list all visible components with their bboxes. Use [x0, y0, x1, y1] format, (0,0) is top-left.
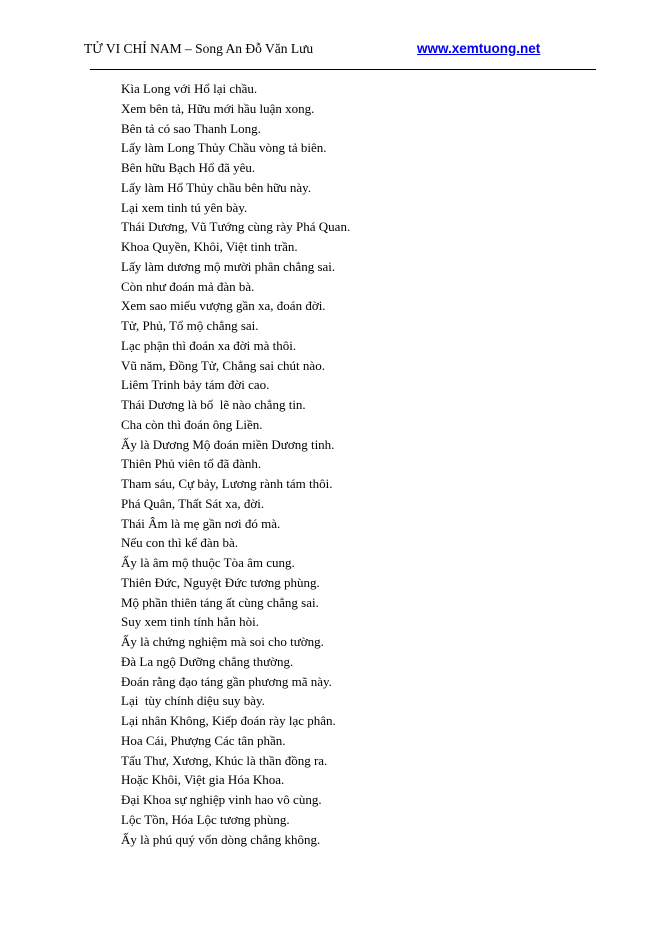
- poem-line: Còn như đoán mả đàn bà.: [121, 278, 255, 294]
- poem-line: Khoa Quyền, Khôi, Việt tinh trần.: [121, 239, 298, 254]
- poem-line: Đại Khoa sự nghiệp vinh hao vô cùng.: [121, 792, 322, 807]
- poem-line: Mộ phần thiên táng ất cùng chẳng sai.: [121, 594, 319, 610]
- poem-line: Đà La ngộ Dưỡng chẳng thường.: [121, 653, 294, 669]
- poem-line: Thiên Đức, Nguyệt Đức tương phùng.: [121, 574, 320, 590]
- poem-line: Tử, Phủ, Tổ mộ chẳng sai.: [121, 318, 259, 333]
- poem-line: Xem sao miếu vượng gần xa, đoán đời.: [121, 298, 326, 314]
- poem-line: Thiên Phủ viên tổ đã đành.: [121, 456, 262, 472]
- poem-line: Thái Dương, Vũ Tướng cùng rày Phá Quan.: [121, 219, 351, 235]
- poem-line: Liêm Trinh bảy tám đời cao.: [121, 377, 270, 393]
- poem-line: Lấy làm Hổ Thủy chầu bên hữu này.: [121, 179, 312, 195]
- poem-line: Ấy là phú quý vốn dòng chẳng không.: [121, 831, 321, 847]
- poem-line: Ấy là Dương Mộ đoán miền Dương tinh.: [121, 436, 335, 452]
- poem-line: Suy xem tinh tính hẳn hòi.: [121, 614, 259, 630]
- poem-line: Tấu Thư, Xương, Khúc là thần đồng ra.: [121, 752, 328, 768]
- poem-line: Ấy là âm mộ thuộc Tòa âm cung.: [121, 555, 295, 570]
- poem-line: Vũ năm, Đồng Tử, Chẳng sai chút nào.: [121, 357, 325, 373]
- poem-body: [121, 79, 350, 849]
- poem-line: Lạc phận thì đoán xa đời mà thôi.: [121, 337, 297, 353]
- poem-line: Bên hữu Bạch Hổ đã yêu.: [121, 160, 256, 175]
- poem-line: Ấy là chứng nghiệm mà soi cho tường.: [121, 634, 324, 649]
- poem-line: Lộc Tồn, Hóa Lộc tương phùng.: [121, 811, 290, 827]
- poem-line: Lại nhân Không, Kiếp đoán rày lạc phân.: [121, 713, 336, 728]
- poem-line: Hoặc Khôi, Việt gia Hóa Khoa.: [121, 772, 285, 788]
- poem-line: Kìa Long với Hổ lại chầu.: [121, 81, 258, 96]
- page-header: [84, 39, 584, 61]
- poem-line: Hoa Cái, Phượng Các tân phần.: [121, 732, 286, 748]
- poem-line: Lại xem tinh tú yên bày.: [121, 199, 248, 215]
- poem-line: Thái Dương là bố lẽ nào chẳng tin.: [121, 397, 306, 412]
- poem-line: Tham sáu, Cự bảy, Lương rành tám thôi.: [121, 476, 333, 491]
- header-website-link[interactable]: www.xemtuong.net: [417, 41, 541, 56]
- poem-line: Lấy làm Long Thủy Chầu vòng tả biên.: [121, 140, 327, 156]
- poem-line: Xem bên tả, Hữu mới hầu luận xong.: [121, 100, 315, 116]
- poem-line: Đoán rằng đạo táng gần phương mã này.: [121, 673, 332, 689]
- poem-line: Cha còn thì đoán ông Liền.: [121, 416, 263, 432]
- poem-line: Thái Âm là mẹ gần nơi đó mà.: [121, 515, 281, 531]
- poem-line: Lấy làm dương mộ mười phân chẳng sai.: [121, 258, 336, 274]
- header-title: TỬ VI CHỈ NAM – Song An Đỗ Văn Lưu: [84, 41, 314, 56]
- header-divider: [90, 69, 596, 70]
- poem-line: Lại tùy chính diệu suy bày.: [121, 693, 265, 709]
- poem-line: Phá Quân, Thất Sát xa, đời.: [121, 495, 265, 511]
- poem-line: Nếu con thì kể đàn bà.: [121, 535, 238, 551]
- poem-line: Bên tả có sao Thanh Long.: [121, 120, 261, 136]
